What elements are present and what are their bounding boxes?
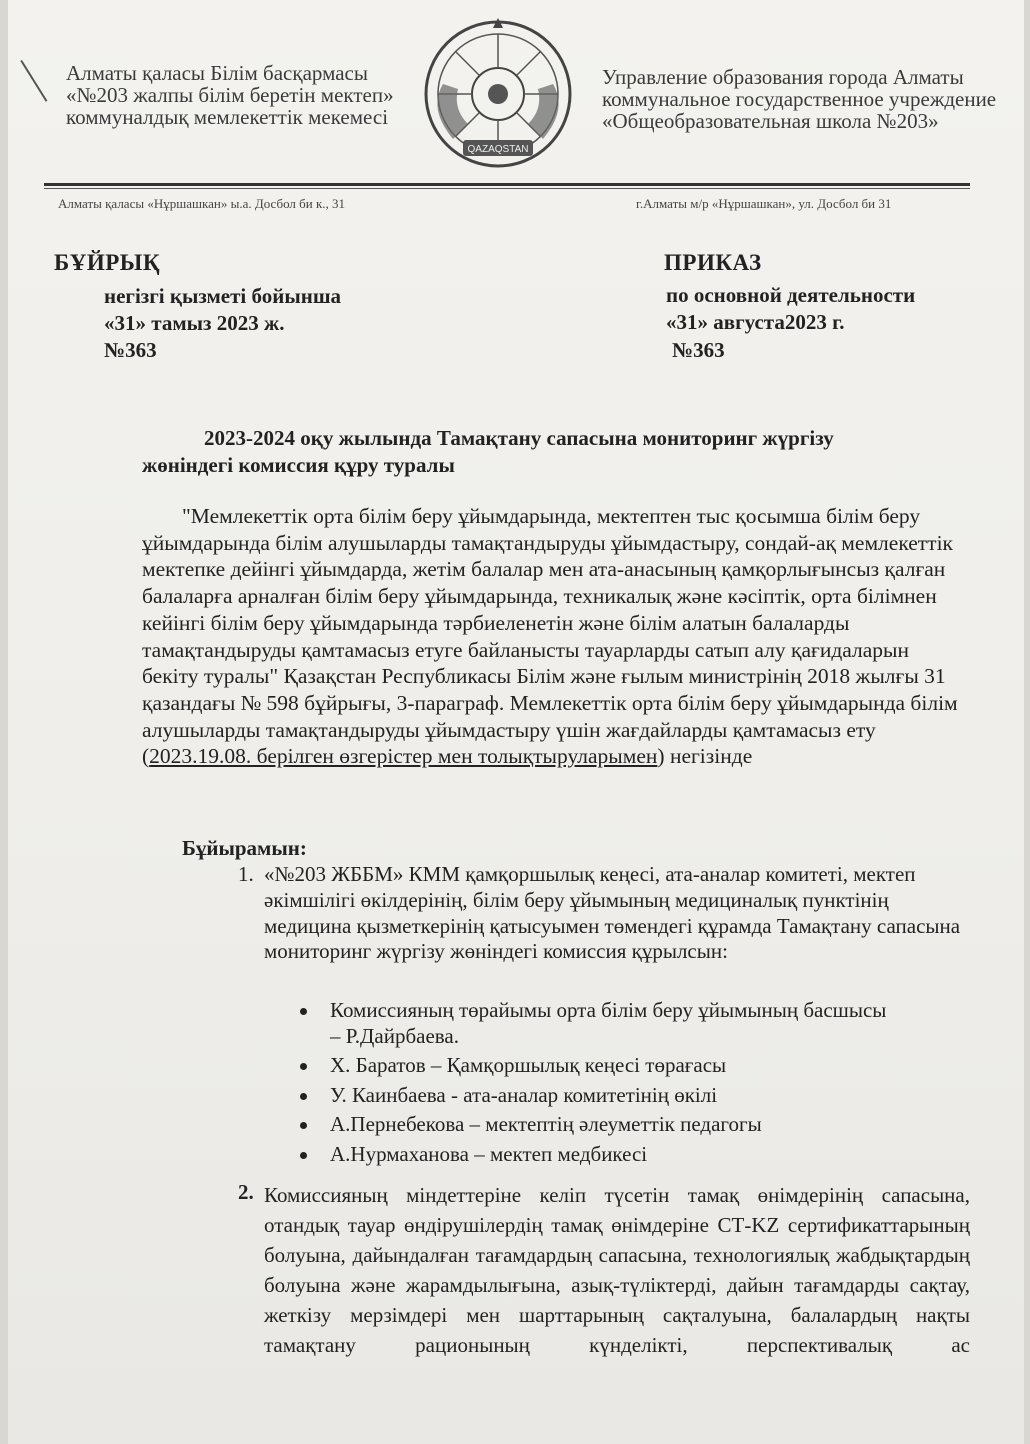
order-kz-date: «31» тамыз 2023 ж.	[104, 311, 285, 335]
item-number: 2.	[238, 1180, 254, 1204]
document-heading-line-2: жөніндегі комиссия құру туралы	[142, 453, 455, 477]
address-left: Алматы қаласы «Нұршашкан» ы.а. Досбол би к., 31	[58, 196, 346, 211]
body-underlined-text: 2023.19.08. берілген өзгерістер мен толықтыруларымен	[149, 744, 658, 769]
list-item	[330, 998, 890, 1050]
header-divider-thick	[44, 183, 970, 186]
emblem-text: QAZAQSTAN	[467, 144, 529, 155]
header-right-block	[602, 66, 996, 132]
header-right-line: «Общеобразовательная школа №203»	[602, 109, 939, 133]
item-1-text: «№203 ЖББМ» КММ қамқоршылық кеңесі, ата-аналар комитеті, мектеп әкімшілігі өкілдерінің, білім беру ұйымының медициналық пунктінің медицина қызметкерінің қатысуымен төмендегі құрамда Тамақтану сапасына мониторинг жүргізу жөніндегі комиссия құрылсын:	[264, 862, 961, 964]
body-main-text: "Мемлекеттік орта білім беру ұйымдарында, мектептен тыс қосымша білім беру ұйымдарында білім алушыларды тамақтандыруды ұйымдастыру, сондай-ақ мемлекеттік мектепке дейінгі ұйымдарда, жетім балалар мен ата-анасының қамқорлығынсыз қалған балаларға арналған білім беру ұйымдарында, техникалық және кәсіптік, орта білімнен кейінгі білім беру ұйымдарында тәрбиеленетін және білім алатын балаларды тамақтандыруды қамтамасыз етуге байланысты тауарларды сатып алу қағидаларын бекіту туралы" Қазақстан Республикасы Білім және ғылым министрінің 2018 жылғы 31 қазандағы № 598 бұйрығы, 3-параграф. Мемлекеттік орта білім беру ұйымдарында білім алушыларды тамақтандыруды ұйымдастыру үшін жағдайларды қамтамасыз ету (	[142, 504, 958, 769]
bullet-icon	[300, 1122, 307, 1129]
list-item	[330, 1112, 890, 1138]
list-item-text: А.Нурмаханова – мектеп медбикесі	[330, 1142, 648, 1166]
body-tail-text: ) негізінде	[657, 744, 753, 769]
list-item-text: А.Пернебекова – мектептің әлеуметтік педагогы	[330, 1112, 762, 1136]
header-slash-mark	[20, 60, 47, 102]
list-item	[330, 1053, 890, 1079]
header-right-line: Управление образования города Алматы	[602, 65, 964, 89]
order-ru-number: №363	[672, 338, 725, 362]
list-item	[330, 1142, 890, 1168]
list-item	[330, 1083, 890, 1109]
document-heading-line-1: 2023-2024 оқу жылында Тамақтану сапасына мониторинг жүргізу	[204, 426, 834, 450]
list-item-text: У. Каинбаева - ата-аналар комитетінің өкілі	[330, 1083, 718, 1107]
item-number: 1.	[238, 862, 254, 886]
bullet-icon	[300, 1063, 307, 1070]
list-item-text: Комиссияның төрайымы орта білім беру ұйымының басшысы – Р.Дайрбаева.	[330, 998, 887, 1048]
bullet-icon	[300, 1152, 307, 1159]
list-item-text: Х. Баратов – Қамқоршылық кеңесі төрағасы	[330, 1053, 727, 1077]
order-kz-number: №363	[104, 338, 157, 362]
document-page	[8, 0, 1024, 1444]
address-right: г.Алматы м/р «Нұршашкан», ул. Досбол би 31	[636, 196, 892, 211]
header-divider-thin	[44, 188, 970, 189]
order-ru-subtitle: по основной деятельности	[666, 283, 916, 307]
header-left-line: «№203 жалпы білім беретін мектеп»	[66, 83, 394, 107]
header-right-line: коммунальное государственное учреждение	[602, 87, 997, 111]
bullet-icon	[300, 1008, 307, 1015]
body-paragraph	[142, 503, 968, 770]
bullet-icon	[300, 1093, 307, 1100]
header-left-line: Алматы қаласы Білім басқармасы	[66, 61, 368, 85]
order-kz-title: БҰЙРЫҚ	[54, 250, 161, 275]
header-left-block	[66, 62, 394, 128]
order-ru-date: «31» августа2023 г.	[666, 310, 845, 334]
order-label: Бұйырамын:	[182, 836, 307, 860]
item-2-text: Комиссияның міндеттеріне келіп түсетін тамақ өнімдерінің сапасына, отандық тауар өндірушілердің тамақ өнімдеріне СТ-KZ сертификаттарының болуына, дайындалған тағамдардың сапасына, технологиялық жабдықтардың болуына және жарамдылығына, азық-түліктерді, дайын тағамдарды сақтау, жеткізу мерзімдері мен шарттарының сақталуына, балалардың нақты тамақтану рационының күнделікті, перспективалық ас	[264, 1183, 970, 1357]
state-emblem-icon	[413, 14, 583, 184]
order-kz-subtitle: негізгі қызметі бойынша	[104, 284, 342, 308]
order-ru-title: ПРИКАЗ	[664, 250, 762, 275]
header-left-line: коммуналдық мемлекеттік мекемесі	[66, 105, 389, 129]
